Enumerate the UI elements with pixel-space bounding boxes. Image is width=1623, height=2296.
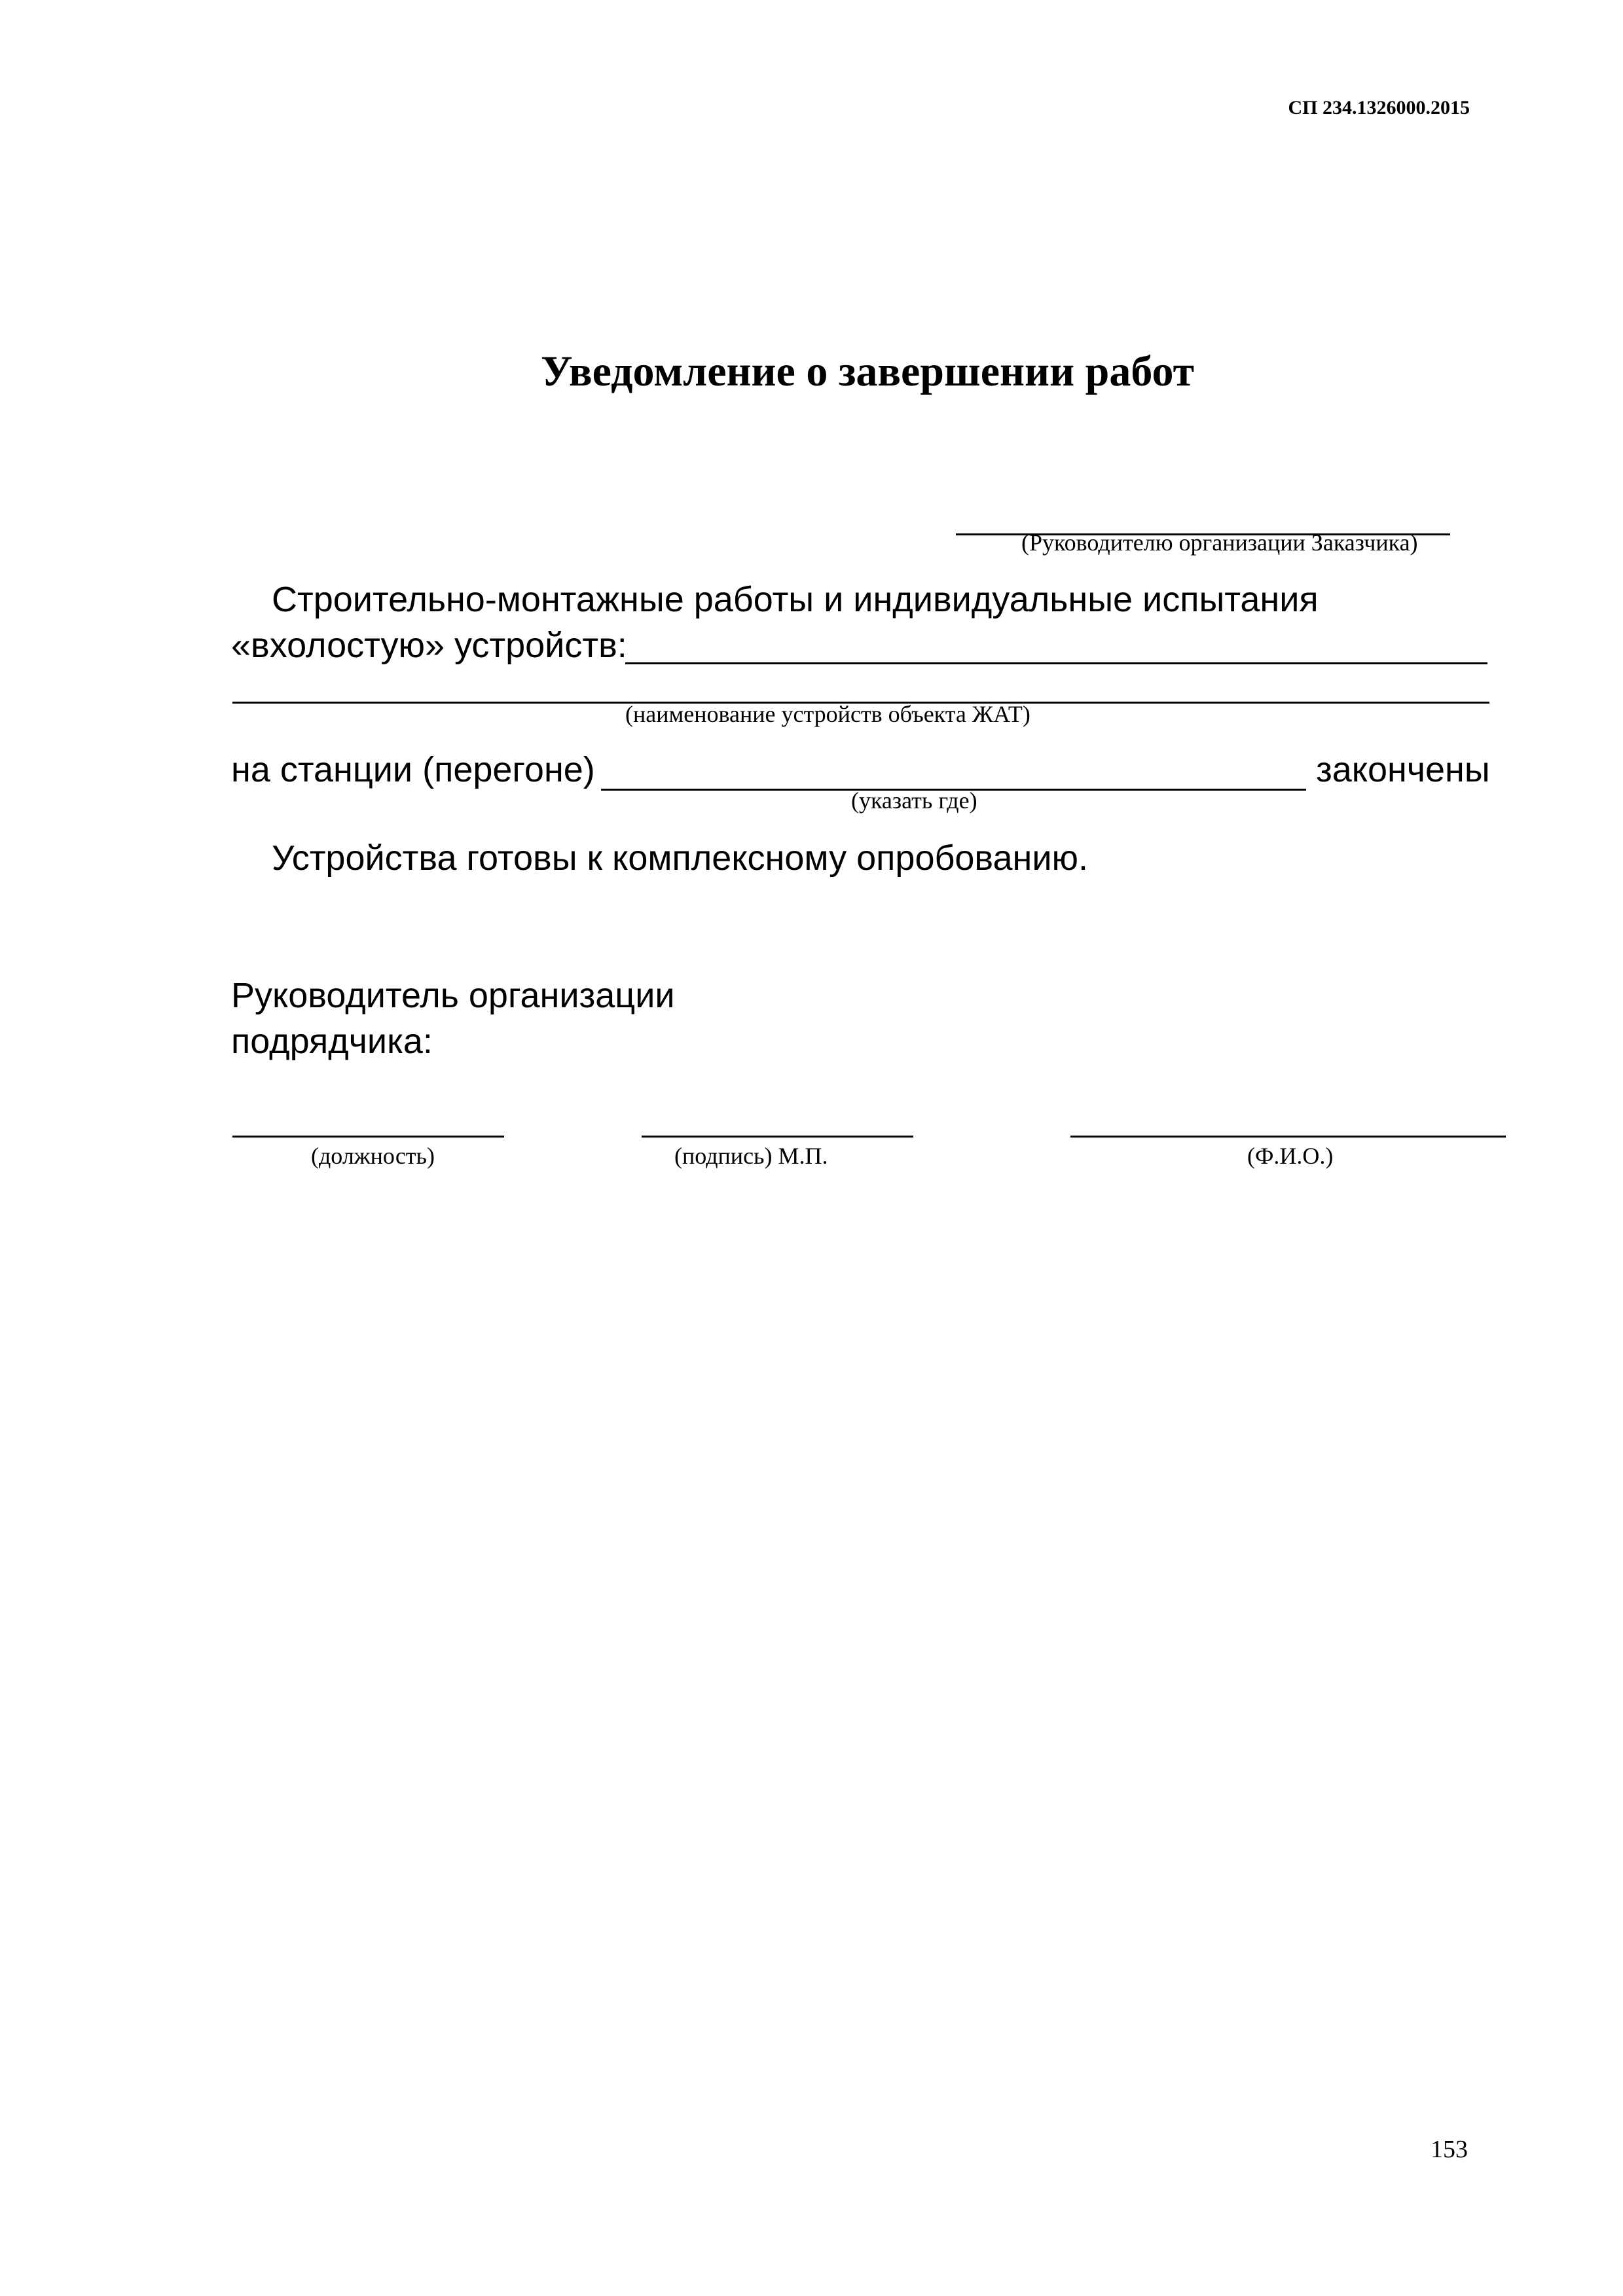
page-number: 153: [1431, 2136, 1468, 2163]
position-caption: (должность): [311, 1143, 435, 1169]
works-text-line2: «вхолостую» устройств:: [231, 626, 627, 665]
document-code: СП 234.1326000.2015: [1288, 97, 1470, 118]
station-label: на станции (перегоне): [231, 750, 595, 789]
position-field-line: [232, 1136, 504, 1138]
signature-caption: (подпись) М.П.: [674, 1143, 828, 1169]
document-title: Уведомление о завершении работ: [541, 348, 1194, 395]
name-field-line: [1070, 1136, 1506, 1138]
works-text-line1: Строительно-монтажные работы и индивидуальные испытания: [272, 580, 1319, 619]
name-caption: (Ф.И.О.): [1247, 1143, 1334, 1169]
devices-field-line-1: [625, 662, 1487, 664]
signature-head-line1: Руководитель организации: [231, 976, 675, 1015]
station-caption: (указать где): [851, 787, 977, 814]
devices-caption: (наименование устройств объекта ЖАТ): [625, 701, 1030, 727]
signature-field-line: [642, 1136, 913, 1138]
addressee-caption: (Руководителю организации Заказчика): [1021, 529, 1418, 556]
completed-label: закончены: [1316, 750, 1490, 789]
ready-text: Устройства готовы к комплексному опробованию.: [272, 838, 1089, 878]
signature-head-line2: подрядчика:: [231, 1022, 433, 1061]
